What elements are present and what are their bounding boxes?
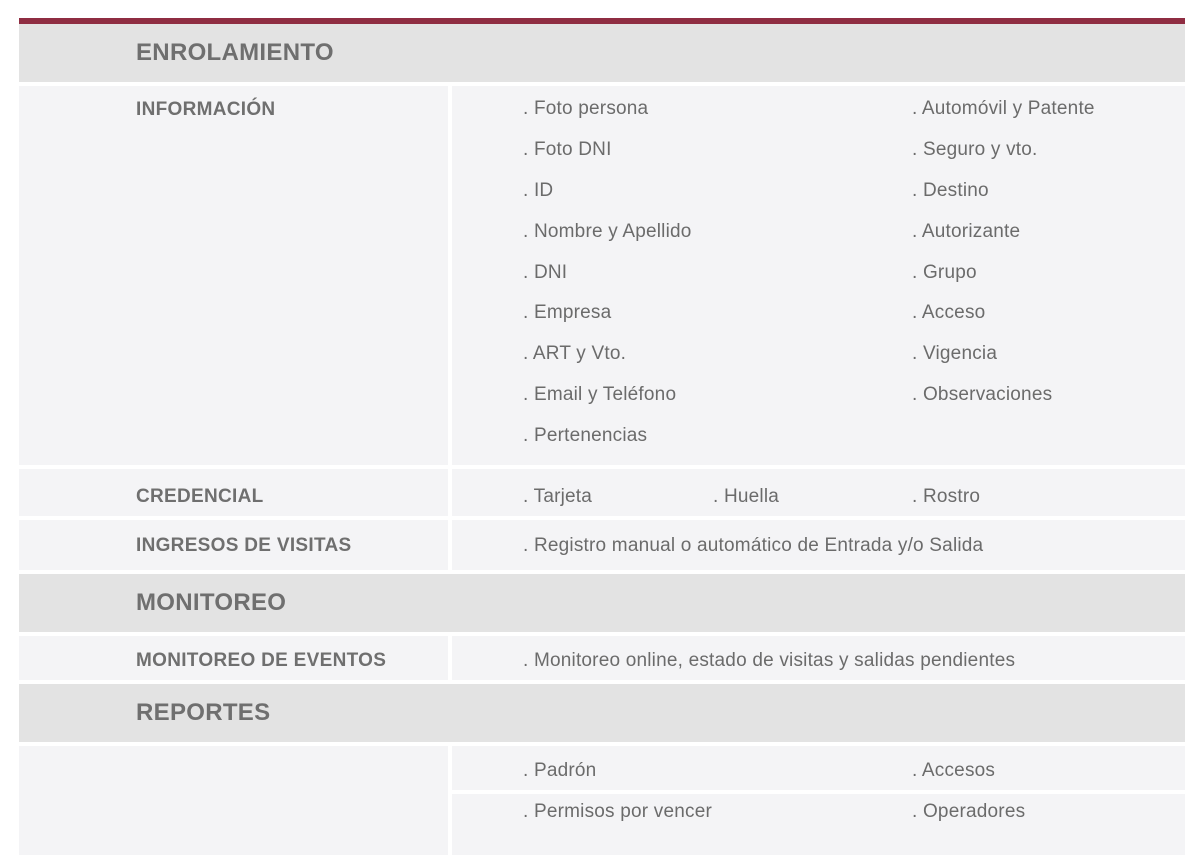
monitoreo-text: . Monitoreo online, estado de visitas y salidas pendientes: [523, 650, 1016, 671]
row-reportes: [19, 746, 1185, 855]
reportes-item: . Permisos por vencer: [523, 801, 712, 822]
info-item: . ART y Vto.: [523, 343, 627, 364]
row-informacion: [19, 86, 1185, 465]
row-label: CREDENCIAL: [19, 469, 448, 516]
info-item: . Foto DNI: [523, 139, 612, 160]
credencial-item: . Tarjeta: [523, 486, 593, 507]
credencial-item: . Huella: [713, 486, 780, 507]
row-label: INFORMACIÓN: [19, 86, 448, 465]
reportes-item: . Padrón: [523, 760, 597, 781]
section-monitoreo: [19, 574, 1185, 632]
info-item: . Empresa: [523, 302, 612, 323]
row-content: [452, 520, 1185, 570]
info-item: . Pertenencias: [523, 425, 648, 446]
info-item: . Email y Teléfono: [523, 384, 677, 405]
info-item: . Vigencia: [912, 343, 998, 364]
row-credencial: [19, 469, 1185, 516]
row-content: [452, 469, 1185, 516]
info-item: . ID: [523, 180, 554, 201]
info-item: . DNI: [523, 262, 568, 283]
info-item: . Nombre y Apellido: [523, 221, 692, 242]
section-title: REPORTES: [136, 699, 271, 726]
row-label-empty: [19, 746, 448, 855]
info-item: . Acceso: [912, 302, 986, 323]
features-table: [19, 18, 1185, 855]
reportes-item: . Operadores: [912, 801, 1026, 822]
info-item: . Grupo: [912, 262, 977, 283]
row-label: MONITOREO DE EVENTOS: [19, 636, 448, 680]
row-label: INGRESOS DE VISITAS: [19, 520, 448, 570]
reportes-item: . Accesos: [912, 760, 996, 781]
info-item: . Destino: [912, 180, 989, 201]
info-item: . Foto persona: [523, 98, 649, 119]
row-content: [452, 86, 1185, 465]
info-item: . Autorizante: [912, 221, 1021, 242]
reportes-subrow: [452, 794, 1185, 855]
reportes-subrow: [452, 746, 1185, 790]
info-item: . Automóvil y Patente: [912, 98, 1095, 119]
section-title: ENROLAMIENTO: [136, 39, 334, 66]
row-content: [452, 746, 1185, 855]
section-reportes: [19, 684, 1185, 742]
section-enrolamiento: [19, 24, 1185, 82]
row-monitoreo-eventos: [19, 636, 1185, 680]
section-title: MONITOREO: [136, 589, 287, 616]
row-content: [452, 636, 1185, 680]
row-ingresos: [19, 520, 1185, 570]
credencial-item: . Rostro: [912, 486, 981, 507]
info-item: . Seguro y vto.: [912, 139, 1038, 160]
info-item: . Observaciones: [912, 384, 1053, 405]
ingresos-text: . Registro manual o automático de Entrada y/o Salida: [523, 535, 984, 556]
